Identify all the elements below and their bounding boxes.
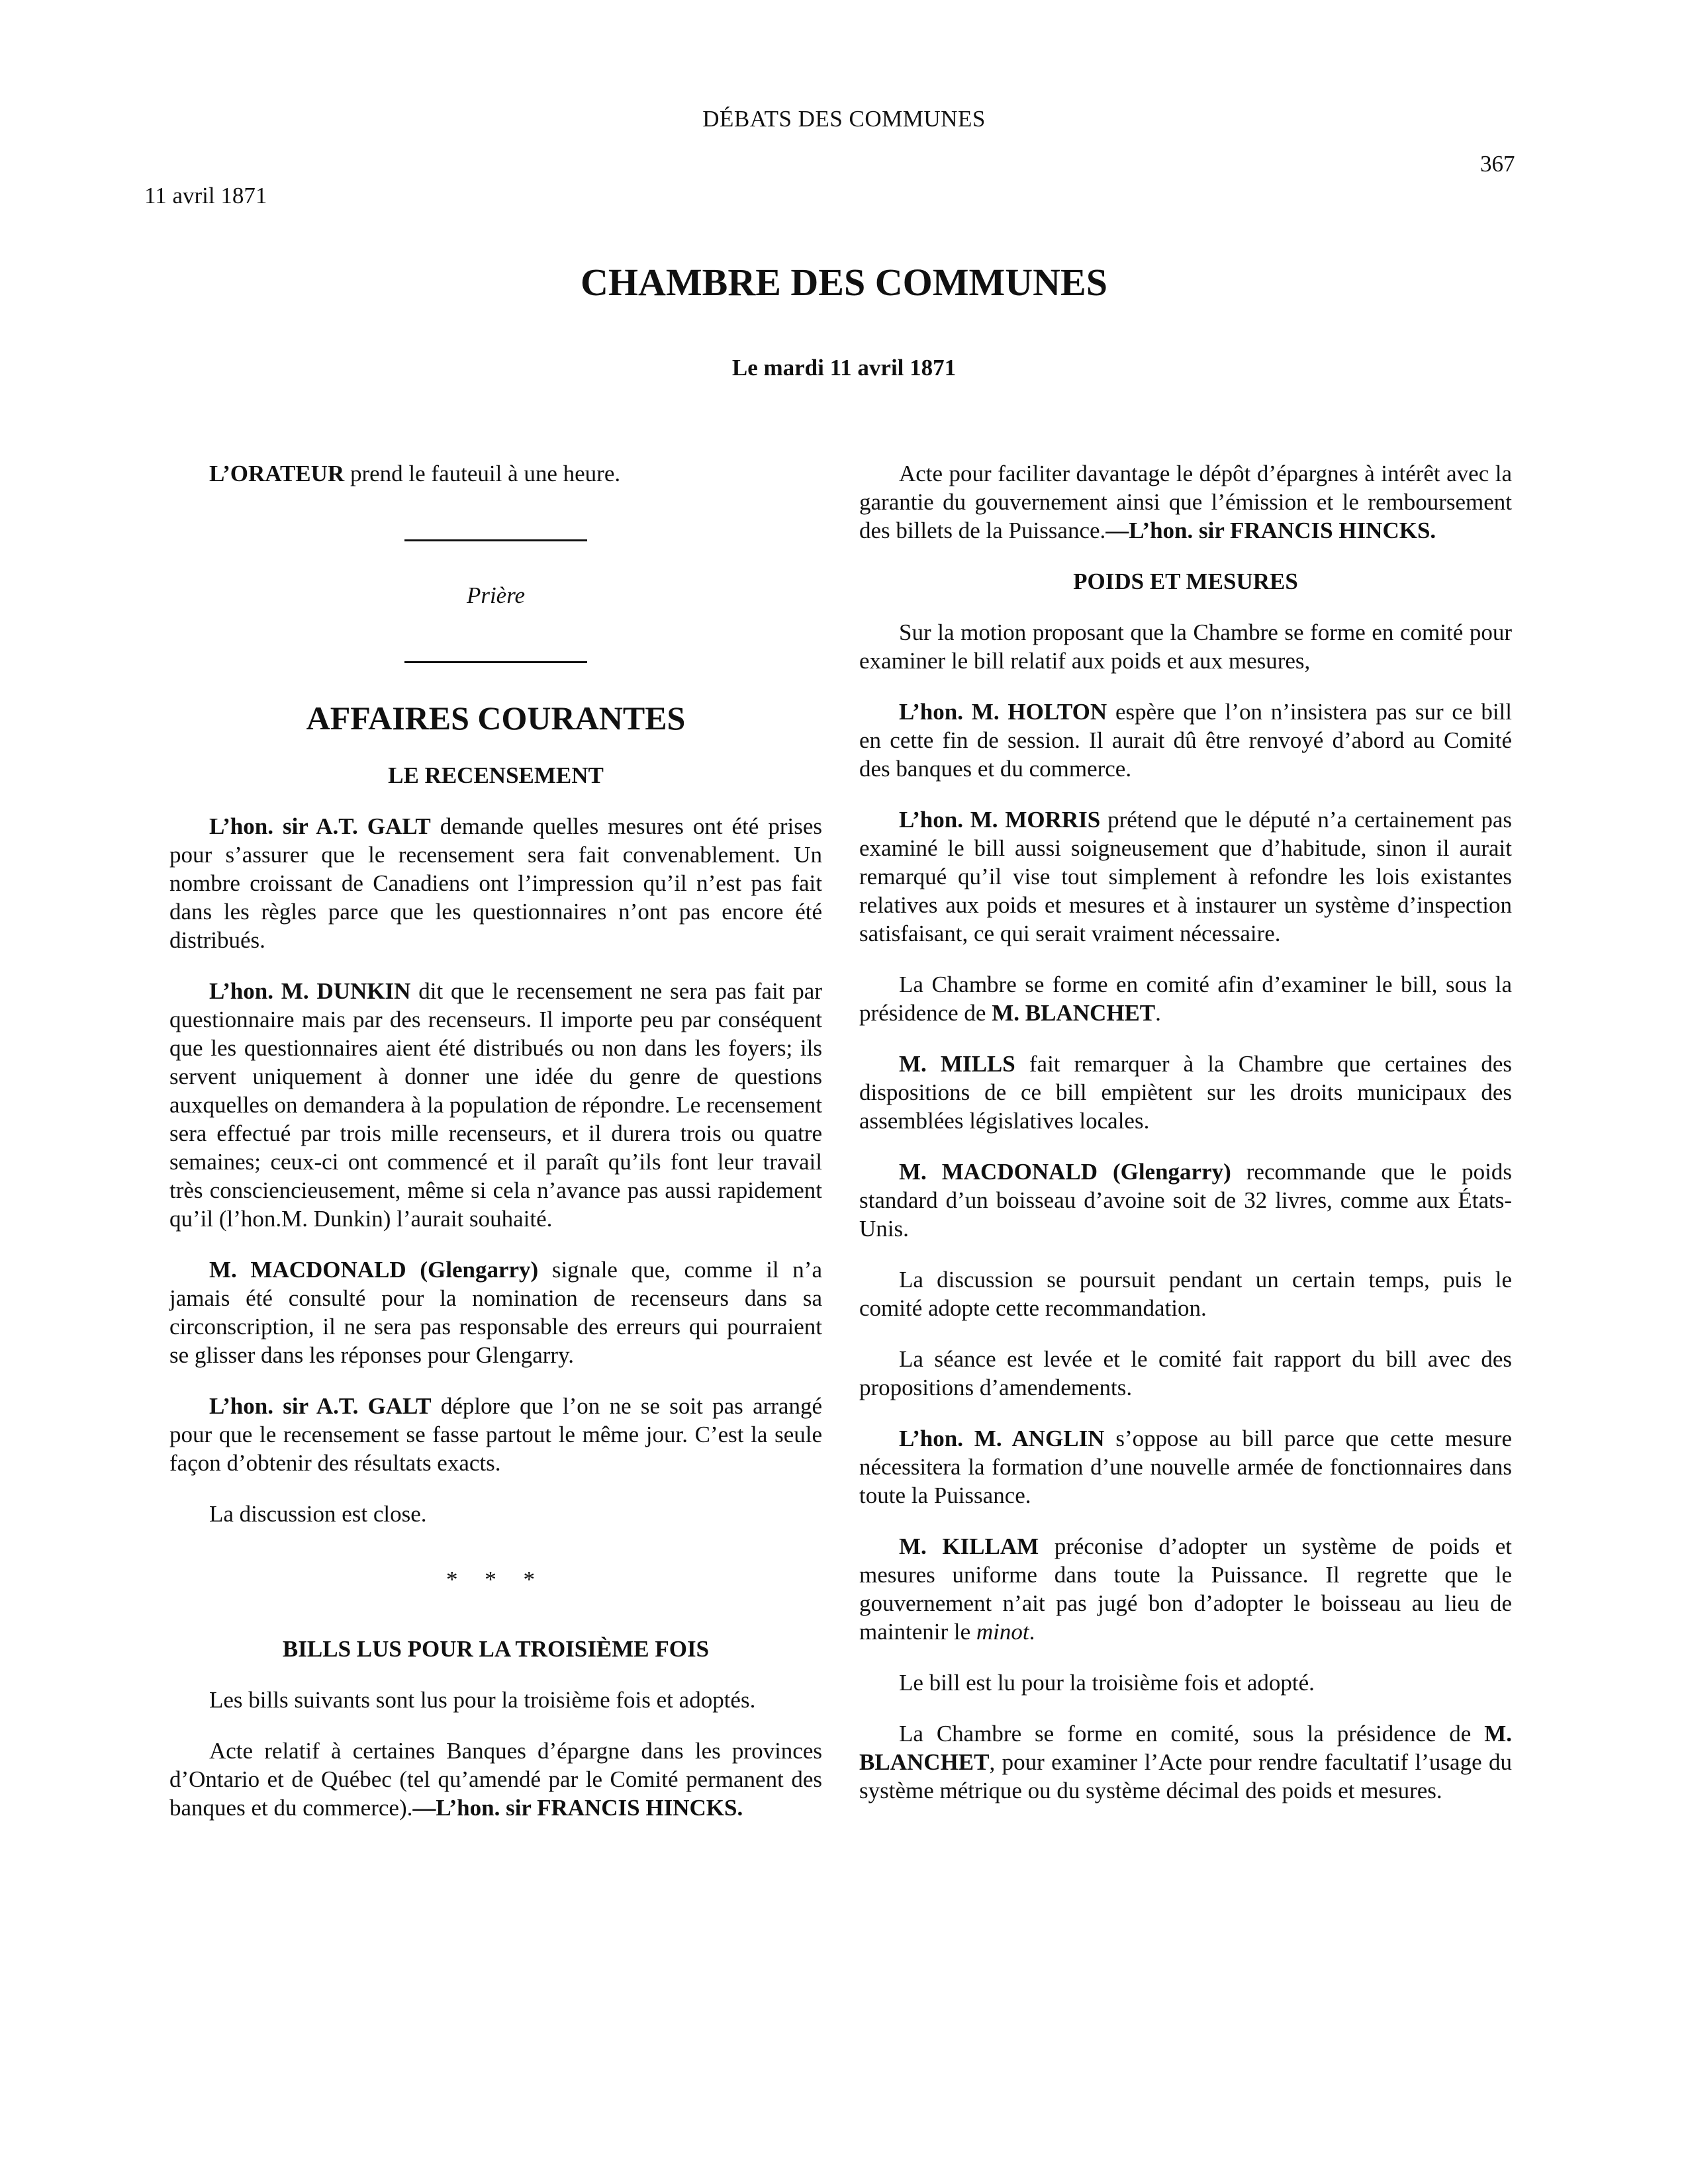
paragraph: [859, 1050, 1512, 1135]
paragraph: La discussion se poursuit pendant un certain temps, puis le comité adopte cette recommandation.: [859, 1267, 1512, 1321]
paragraph-text: fait remarquer à la Chambre que certaines des dispositions de ce bill empiètent sur les droits municipaux des assemblées législatives locales.: [859, 1051, 1512, 1134]
speaker-name: L’hon. sir A.T. GALT: [209, 1393, 432, 1419]
page-title: CHAMBRE DES COMMUNES: [581, 261, 1107, 304]
section-heading: BILLS LUS POUR LA TROISIÈME FOIS: [282, 1636, 710, 1662]
paragraph: Les bills suivants sont lus pour la troisième fois et adoptés.: [209, 1687, 756, 1713]
paragraph: [169, 1255, 822, 1369]
speaker-name: L’hon. M. HOLTON: [899, 699, 1107, 725]
paragraph: [859, 459, 1512, 545]
paragraph: [169, 812, 822, 954]
paragraph: [859, 1719, 1512, 1805]
paragraph-text: demande quelles mesures ont été prises pour s’assurer que le recensement sera fait convenablement. Un nombre croissant de Canadiens ont l’impression qu’il n’est pas fait dans les règles parce que les questionnaires n’ont pas encore été distribués.: [169, 813, 822, 953]
speaker-name: M. BLANCHET: [859, 1721, 1512, 1775]
paragraph: [169, 1392, 822, 1477]
paragraph: Le bill est lu pour la troisième fois et adopté.: [899, 1670, 1315, 1696]
paragraph-text: signale que, comme il n’a jamais été consulté pour la nomination de recenseurs dans sa circonscription, il ne sera pas responsable des erreurs qui pourraient se glisser dans les réponses pour Glengarry.: [169, 1257, 822, 1368]
section-heading: AFFAIRES COURANTES: [306, 700, 686, 737]
paragraph-text: recommande que le poids standard d’un boisseau d’avoine soit de 32 livres, comme aux États-Unis.: [859, 1159, 1513, 1242]
paragraph-text: .: [1029, 1619, 1035, 1645]
paragraph-text: espère que l’on n’insistera pas sur ce bill en cette fin de session. Il aurait dû être renvoyé d’abord au Comité des banques et du commerce.: [859, 699, 1512, 782]
speaker-name: —L’hon. sir FRANCIS HINCKS.: [1105, 518, 1436, 543]
paragraph: [859, 1424, 1512, 1510]
paragraph: [859, 1532, 1512, 1646]
paragraph: [859, 970, 1512, 1027]
page-subtitle: Le mardi 11 avril 1871: [731, 355, 957, 381]
speaker-name: M. KILLAM: [899, 1533, 1039, 1559]
paragraph-text: Acte relatif à certaines Banques d’épargne dans les provinces d’Ontario et de Québec (tel qu’amendé par le Comité permanent des banques et du commerce).: [169, 1738, 822, 1821]
paragraph: La séance est levée et le comité fait rapport du bill avec des propositions d’amendements.: [859, 1346, 1512, 1400]
divider-rule: [404, 539, 587, 541]
speaker-name: L’ORATEUR: [209, 461, 345, 486]
italic-term: minot: [976, 1619, 1029, 1645]
speaker-name: M. MILLS: [899, 1051, 1015, 1077]
paragraph-text: s’oppose au bill parce que cette mesure nécessitera la formation d’une nouvelle armée de fonctionnaires dans toute la Puissance.: [859, 1426, 1512, 1508]
speaker-name: L’hon. sir A.T. GALT: [209, 813, 431, 839]
speaker-name: L’hon. M. ANGLIN: [899, 1426, 1105, 1451]
speaker-name: L’hon. M. DUNKIN: [209, 978, 411, 1004]
paragraph: [169, 459, 822, 488]
paragraph-text: dit que le recensement ne sera pas fait par questionnaire mais par des recenseurs. Il importe peu par conséquent que les questionnaires aient été distribués ou non dans les foyers; ils servent uniquement à donner une idée du genre de questions auxquelles on demandera à la population de répondre. Le recensement sera effectué par trois mille recenseurs, et il durera trois ou quatre semaines; ceux-ci ont commencé et il paraît qu’ils font leur travail très consciencieusement, même si cela n’avance pas aussi rapidement qu’il (l’hon.M. Dunkin) l’aurait souhaité.: [169, 978, 822, 1232]
paragraph-text: , pour examiner l’Acte pour rendre facultatif l’usage du système métrique ou du système décimal des poids et mesures.: [859, 1749, 1512, 1803]
paragraph: [169, 1737, 822, 1822]
paragraph: [859, 1158, 1512, 1243]
paragraph: [169, 977, 822, 1233]
date-line: 11 avril 1871: [144, 183, 267, 208]
speaker-name: M. MACDONALD (Glengarry): [899, 1159, 1231, 1185]
paragraph: La discussion est close.: [209, 1501, 427, 1527]
page-number: 367: [1480, 151, 1515, 177]
paragraph-text: La Chambre se forme en comité, sous la présidence de: [899, 1721, 1485, 1747]
paragraph-text: .: [1155, 1000, 1161, 1026]
paragraph-text: déplore que l’on ne se soit pas arrangé pour que le recensement se fasse partout le même jour. C’est la seule façon d’obtenir des résultats exacts.: [169, 1393, 822, 1476]
divider-rule: [404, 661, 587, 663]
paragraph-text: prend le fauteuil à une heure.: [344, 461, 621, 486]
paragraph: [859, 698, 1512, 783]
subsection-heading: LE RECENSEMENT: [388, 762, 604, 788]
section-separator: * * *: [446, 1567, 545, 1592]
paragraph: Sur la motion proposant que la Chambre se forme en comité pour examiner le bill relatif aux poids et aux mesures,: [859, 619, 1512, 674]
paragraph-text: La Chambre se forme en comité afin d’examiner le bill, sous la présidence de: [859, 972, 1512, 1026]
paragraph-text: Acte pour faciliter davantage le dépôt d’épargnes à intérêt avec la garantie du gouvernement ainsi que l’émission et le remboursement des billets de la Puissance.: [859, 461, 1512, 543]
left-column: [169, 459, 822, 1844]
speaker-name: L’hon. M. MORRIS: [899, 807, 1101, 833]
paragraph-text: prétend que le député n’a certainement pas examiné le bill aussi soigneusement que d’habitude, sinon il aurait remarqué qu’il vise tout simplement à refondre les lois existantes relatives aux poids et mesures et à instaurer un système d’inspection satisfaisant, ce qui serait vraiment nécessaire.: [859, 807, 1512, 946]
speaker-name: M. BLANCHET: [992, 1000, 1156, 1026]
section-priere: Prière: [466, 582, 526, 608]
right-column: [859, 459, 1512, 1827]
section-heading: POIDS ET MESURES: [1073, 569, 1298, 594]
paragraph: [859, 805, 1512, 948]
running-header: DÉBATS DES COMMUNES: [702, 106, 986, 132]
paragraph-text: préconise d’adopter un système de poids et mesures uniforme dans toute la Puissance. Il regrette que le gouvernement n’ait pas jugé bon d’adopter le boisseau au lieu de maintenir le: [859, 1533, 1512, 1645]
speaker-name: —L’hon. sir FRANCIS HINCKS.: [412, 1795, 743, 1821]
speaker-name: M. MACDONALD (Glengarry): [209, 1257, 539, 1283]
